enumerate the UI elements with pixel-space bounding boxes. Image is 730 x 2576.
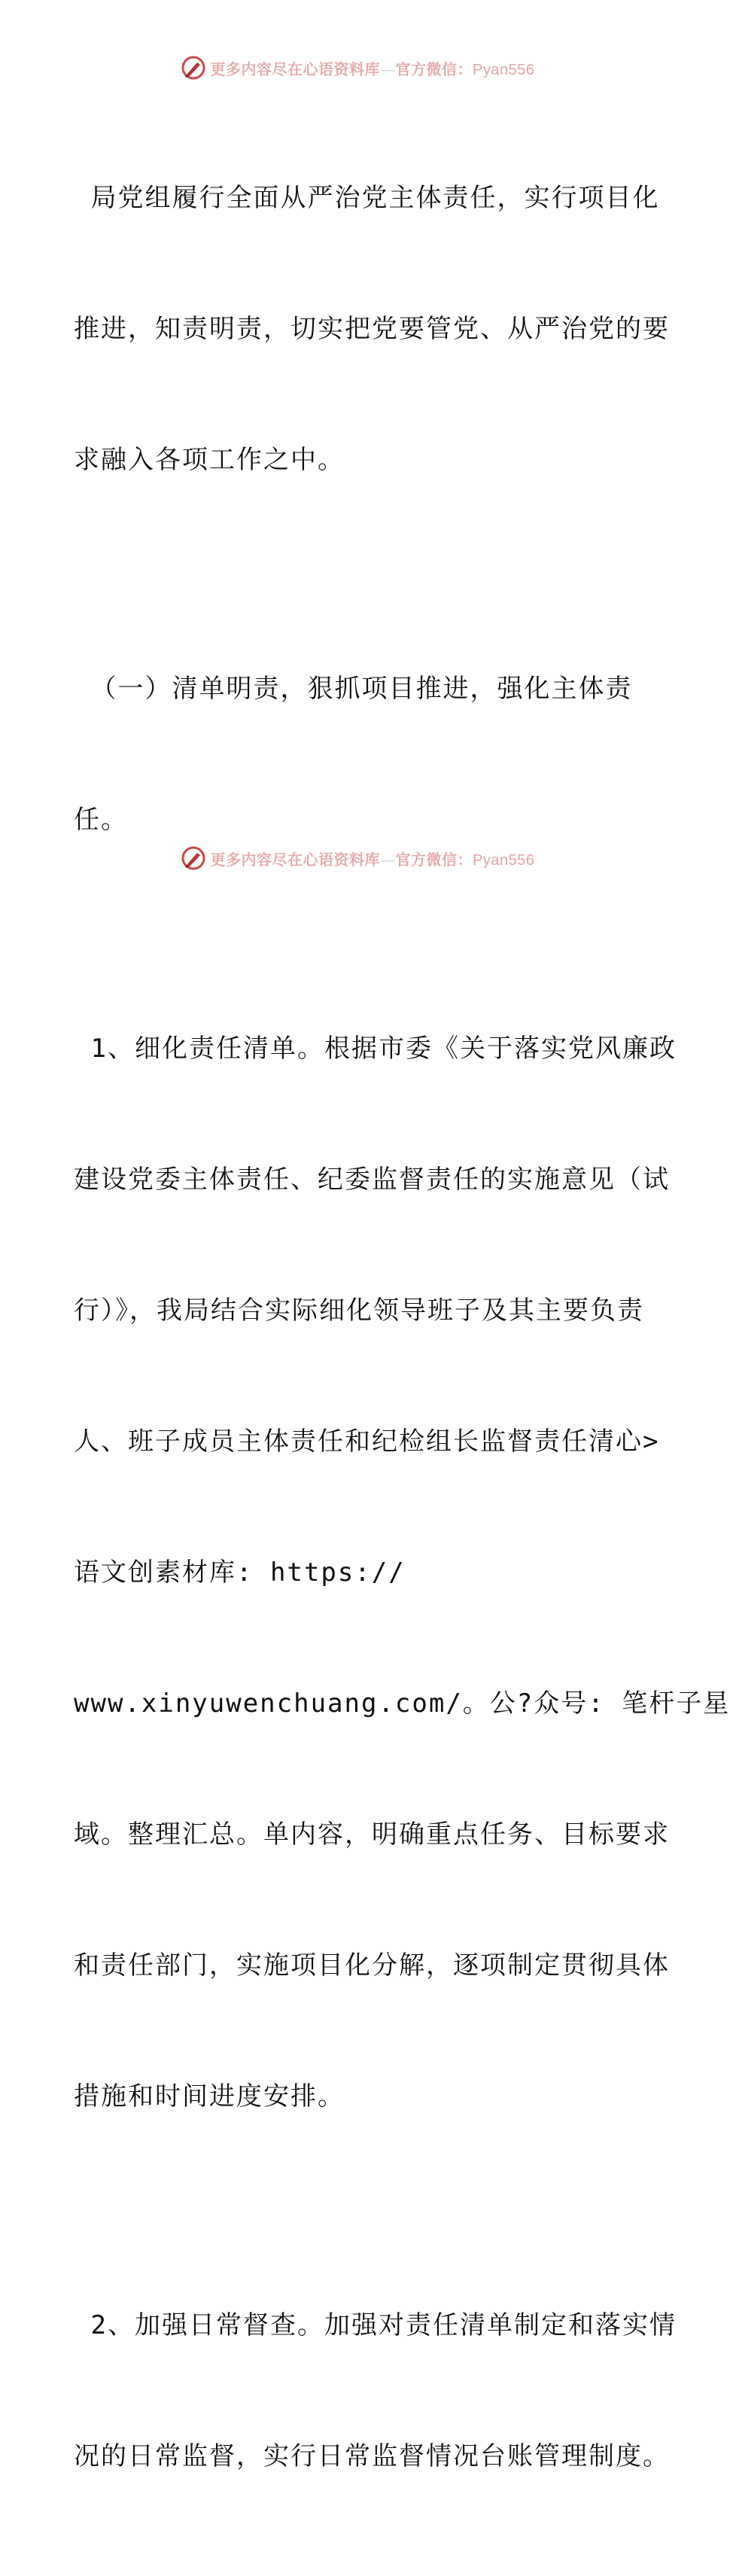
text-line: 人、班子成员主体责任和纪检组长监督责任清心>	[74, 1427, 660, 1457]
text-line: 措施和时间进度安排。	[74, 2081, 345, 2112]
watermark-main: 更多内容尽在心语资料库	[210, 850, 381, 869]
document-body	[74, 89, 730, 2576]
text-line: 2、加强日常督查。加强对责任清单制定和落实情	[74, 2310, 677, 2340]
text-line: 任。	[74, 805, 128, 835]
text-line: 建设党委主体责任、纪委监督责任的实施意见（试	[74, 1165, 670, 1195]
pen-circle-logo-icon	[181, 55, 206, 81]
footer-watermark	[0, 843, 715, 873]
paragraph-section-heading	[74, 580, 646, 929]
header-watermark	[0, 53, 715, 83]
pen-circle-logo-icon	[181, 845, 206, 871]
text-line: 况的日常监督，实行日常监督情况台账管理制度。	[74, 2441, 670, 2471]
watermark-main: 更多内容尽在心语资料库	[210, 59, 381, 78]
watermark-sub: 官方微信：	[395, 59, 473, 78]
text-line: 行）》，我局结合实际细化领导班子及其主要负责	[74, 1296, 644, 1326]
paragraph-item-1	[74, 939, 730, 2206]
watermark-text	[211, 57, 535, 79]
text-line: 局党组履行全面从严治党主体责任，实行项目化	[74, 183, 660, 213]
text-line: www.xinyuwenchuang.com/。公?众号: 笔杆子星	[74, 1688, 730, 1719]
watermark-dash: —	[380, 59, 396, 78]
text-line: 语文创素材库: https://	[74, 1557, 406, 1588]
text-line: 域。整理汇总。单内容，明确重点任务、目标要求	[74, 1819, 670, 1850]
watermark-dash: —	[380, 850, 396, 869]
watermark-sub: 官方微信：	[395, 850, 473, 869]
text-line: 推进，知责明责，切实把党要管党、从严治党的要	[74, 314, 670, 344]
text-line: （一）清单明责，狠抓项目推进，强化主体责	[74, 674, 633, 704]
text-line: 和责任部门，实施项目化分解，逐项制定贯彻具体	[74, 1950, 670, 1981]
watermark-id: Pyan556	[473, 851, 535, 869]
paragraph-intro	[74, 89, 670, 569]
paragraph-item-2	[74, 2216, 677, 2565]
watermark-text	[211, 848, 535, 869]
watermark-id: Pyan556	[473, 61, 535, 78]
text-line: 1、细化责任清单。根据市委《关于落实党风廉政	[74, 1034, 677, 1064]
text-line: 求融入各项工作之中。	[74, 445, 345, 475]
